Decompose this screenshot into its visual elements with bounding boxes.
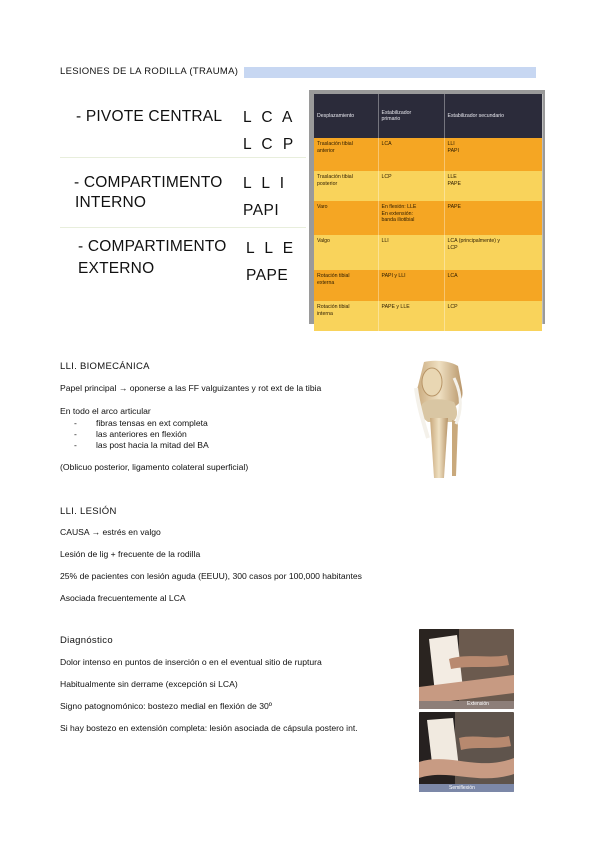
pivot-central-abbr-2: L C P (243, 136, 297, 153)
table-cell: Traslación tibial posterior (314, 171, 378, 201)
valgus-stress-photo-extension (419, 629, 514, 709)
table-row (314, 270, 542, 301)
list-item-text: las post hacia la mitad del BA (96, 440, 209, 450)
table-cell: Rotación tibial externa (314, 270, 378, 301)
table-cell: En flexión: LLE En extensión: banda iliotibial (378, 201, 444, 235)
table-row (314, 235, 542, 270)
paragraph: Si hay bostezo en extensión completa: lesión asociada de cápsula postero int. (60, 723, 358, 733)
paragraph: Lesión de lig + frecuente de la rodilla (60, 549, 201, 559)
photo-caption: Extensión (467, 701, 489, 707)
section-heading-biomecanica: LLI. BIOMECÁNICA (60, 361, 150, 372)
table-cell: Varo (314, 201, 378, 235)
table-cell: LCP (444, 301, 542, 331)
list-bullet: - (74, 440, 77, 450)
document-header (60, 66, 538, 79)
compartimento-externo-abbr-1: L L E (246, 240, 297, 257)
table-cell: LLI PAPI (444, 138, 542, 171)
compartimento-interno-label-1: - COMPARTIMENTO (74, 174, 223, 191)
paragraph: Habitualmente sin derrame (excepción si LCA) (60, 679, 238, 689)
table-cell: Rotación tibial interna (314, 301, 378, 331)
list-item (74, 429, 187, 439)
divider (60, 227, 306, 228)
paragraph: 25% de pacientes con lesión aguda (EEUU), 300 casos por 100,000 habitantes (60, 571, 362, 581)
paragraph: CAUSA → estrés en valgo (60, 527, 161, 537)
compartimento-externo-abbr-2: PAPE (246, 267, 289, 284)
compartimento-interno-label-2: INTERNO (75, 194, 147, 211)
compartimento-externo-label-2: EXTERNO (78, 260, 155, 277)
paragraph: Papel principal → oponerse a las FF valguizantes y rot ext de la tibia (60, 383, 322, 393)
table-header: Desplazamiento (314, 94, 378, 138)
paragraph-note: (Oblicuo posterior, ligamento colateral superficial) (60, 462, 249, 472)
divider (60, 157, 306, 158)
list-item-text: fibras tensas en ext completa (96, 418, 208, 428)
paragraph: Dolor intenso en puntos de inserción o en el eventual sitio de ruptura (60, 657, 322, 667)
table-cell: Valgo (314, 235, 378, 270)
list-bullet: - (74, 429, 77, 439)
stabilizers-table-image (309, 90, 545, 324)
photo-caption: Semiflexión (449, 785, 475, 791)
pivot-central-abbr-1: L C A (243, 109, 296, 126)
compartimento-externo-label-1: - COMPARTIMENTO (78, 238, 227, 255)
list-item-text: las anteriores en flexión (96, 429, 187, 439)
knee-anatomy-illustration (402, 358, 484, 482)
compartimento-interno-abbr-1: L L I (243, 175, 288, 192)
list-bullet: - (74, 418, 77, 428)
valgus-stress-photo-semiflexion (419, 712, 514, 792)
table-cell: LCA (378, 138, 444, 171)
table-cell: PAPE y LLE (378, 301, 444, 331)
title-highlight-bar (244, 67, 536, 78)
table-cell: PAPI y LLI (378, 270, 444, 301)
table-cell: PAPE (444, 201, 542, 235)
table-row (314, 171, 542, 201)
paragraph: En todo el arco articular (60, 406, 151, 416)
table-row (314, 301, 542, 331)
paragraph: Asociada frecuentemente al LCA (60, 593, 186, 603)
list-item (74, 418, 208, 428)
section-heading-diagnostico: Diagnóstico (60, 635, 113, 646)
compartimento-interno-abbr-2: PAPI (243, 202, 280, 219)
section-heading-lesion: LLI. LESIÓN (60, 506, 117, 517)
table-cell: LLI (378, 235, 444, 270)
list-item (74, 440, 209, 450)
pivot-central-label: - PIVOTE CENTRAL (76, 108, 223, 125)
table-cell: Traslación tibial anterior (314, 138, 378, 171)
stabilizers-table (314, 94, 543, 331)
paragraph: Signo patognomónico: bostezo medial en flexión de 30º (60, 701, 272, 711)
table-cell: LLE PAPE (444, 171, 542, 201)
table-row (314, 138, 542, 171)
table-cell: LCA (principalmente) y LCP (444, 235, 542, 270)
document-title: LESIONES DE LA RODILLA (TRAUMA) (60, 66, 239, 77)
table-cell: LCA (444, 270, 542, 301)
table-header: Estabilizador primario (378, 94, 444, 138)
table-row (314, 201, 542, 235)
table-header: Estabilizador secundario (444, 94, 542, 138)
table-cell: LCP (378, 171, 444, 201)
